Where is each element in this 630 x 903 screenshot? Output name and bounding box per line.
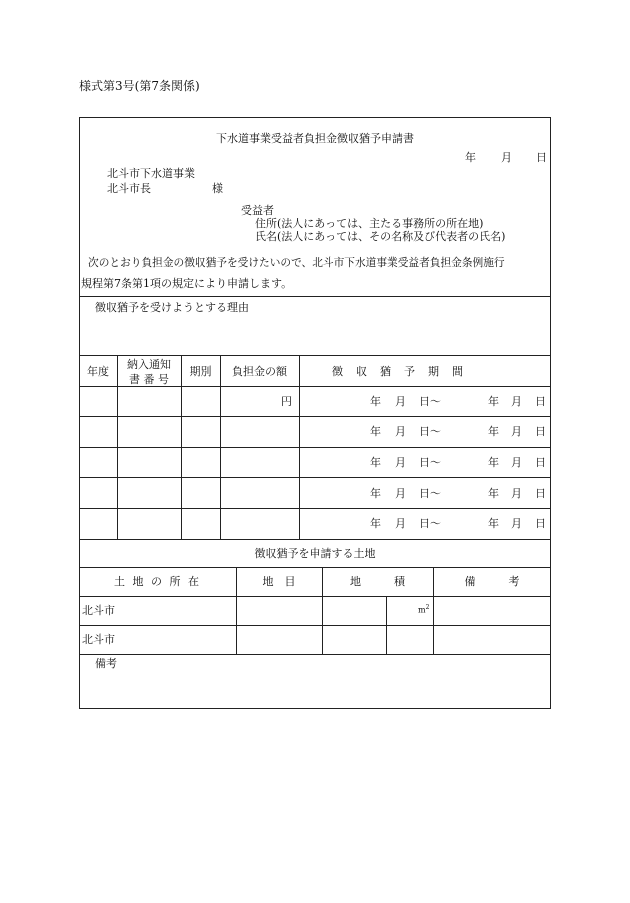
header-amount: 負担金の額 xyxy=(232,365,287,378)
rule-table1-row1 xyxy=(79,416,551,417)
form-frame xyxy=(79,117,551,709)
row4-start-day: 日～ xyxy=(419,487,441,500)
body-line1: 次のとおり負担金の徴収猶予を受けたいので、北斗市下水道事業受益者負担金条例施行 xyxy=(88,256,505,269)
date-month: 月 xyxy=(501,151,512,164)
rule-table2-header xyxy=(79,596,551,597)
rule-table1-row3 xyxy=(79,477,551,478)
applicant-label: 受益者 xyxy=(241,204,274,217)
row1-end-year: 年 xyxy=(488,395,499,408)
rule-table2-top xyxy=(79,567,551,568)
row4-end-month: 月 xyxy=(511,487,522,500)
row5-start-year: 年 xyxy=(370,517,381,530)
row2-end-year: 年 xyxy=(488,425,499,438)
rule-table2-bottom xyxy=(79,654,551,655)
row4-end-year: 年 xyxy=(488,487,499,500)
header-period: 期別 xyxy=(189,365,212,378)
date-day: 日 xyxy=(536,151,547,164)
area-unit-base: m xyxy=(418,605,426,615)
rule-table1-row2 xyxy=(79,447,551,448)
row4-start-month: 月 xyxy=(395,487,406,500)
form-number-label: 様式第3号(第7条関係) xyxy=(79,79,200,93)
row4-end-day: 日 xyxy=(535,487,546,500)
header-category: 地 目 xyxy=(262,575,296,588)
row4-start-year: 年 xyxy=(370,487,381,500)
land-row1-location: 北斗市 xyxy=(82,604,115,617)
row3-end-year: 年 xyxy=(488,456,499,469)
rule-table2-row1 xyxy=(79,625,551,626)
row1-end-month: 月 xyxy=(511,395,522,408)
t1-col-div-3 xyxy=(220,355,221,539)
rule-table1-header xyxy=(79,386,551,387)
row2-end-day: 日 xyxy=(535,425,546,438)
header-year: 年度 xyxy=(87,365,109,378)
row5-start-month: 月 xyxy=(395,517,406,530)
reason-label: 徴収猶予を受けようとする理由 xyxy=(95,301,249,314)
body-line2: 規程第7条第1項の規定により申請します。 xyxy=(81,277,293,290)
row2-start-month: 月 xyxy=(395,425,406,438)
header-notice-line2: 書 番 号 xyxy=(129,373,169,386)
addressee-line1: 北斗市下水道事業 xyxy=(107,167,195,180)
notes-label: 備考 xyxy=(95,657,117,670)
header-deferral-period: 徴 収 猶 予 期 間 xyxy=(332,365,464,378)
addressee-honorific: 様 xyxy=(212,182,223,195)
date-year: 年 xyxy=(465,151,476,164)
rule-before-reason xyxy=(79,296,551,297)
header-remarks: 備 考 xyxy=(464,575,520,588)
row5-end-year: 年 xyxy=(488,517,499,530)
row1-end-day: 日 xyxy=(535,395,546,408)
row3-end-day: 日 xyxy=(535,456,546,469)
row2-start-day: 日～ xyxy=(419,425,441,438)
row5-end-day: 日 xyxy=(535,517,546,530)
rule-table1-top xyxy=(79,355,551,356)
t2-area-unit-div xyxy=(386,596,387,654)
row3-end-month: 月 xyxy=(511,456,522,469)
applicant-name: 氏名(法人にあっては、その名称及び代表者の氏名) xyxy=(255,230,506,243)
applicant-address: 住所(法人にあっては、主たる事務所の所在地) xyxy=(255,217,484,230)
t1-col-div-2 xyxy=(181,355,182,539)
row5-start-day: 日～ xyxy=(419,517,441,530)
row2-end-month: 月 xyxy=(511,425,522,438)
addressee-line2: 北斗市長 xyxy=(107,182,151,195)
rule-table1-row4 xyxy=(79,508,551,509)
row1-start-day: 日～ xyxy=(419,395,441,408)
row3-start-day: 日～ xyxy=(419,456,441,469)
row1-start-year: 年 xyxy=(370,395,381,408)
row2-start-year: 年 xyxy=(370,425,381,438)
row1-start-month: 月 xyxy=(395,395,406,408)
row3-start-month: 月 xyxy=(395,456,406,469)
header-location: 土 地 の 所 在 xyxy=(114,575,201,588)
amount-yen-unit: 円 xyxy=(281,395,292,408)
land-section-title: 徴収猶予を申請する土地 xyxy=(254,547,376,560)
area-unit xyxy=(418,605,429,615)
row3-start-year: 年 xyxy=(370,456,381,469)
area-unit-exponent: 2 xyxy=(425,604,430,611)
row5-end-month: 月 xyxy=(511,517,522,530)
land-row2-location: 北斗市 xyxy=(82,633,115,646)
form-title: 下水道事業受益者負担金徴収猶予申請書 xyxy=(216,132,414,145)
rule-table1-bottom xyxy=(79,539,551,540)
t1-col-div-4 xyxy=(299,355,300,539)
header-area: 地 積 xyxy=(350,575,405,588)
header-notice-line1: 納入通知 xyxy=(127,358,171,371)
